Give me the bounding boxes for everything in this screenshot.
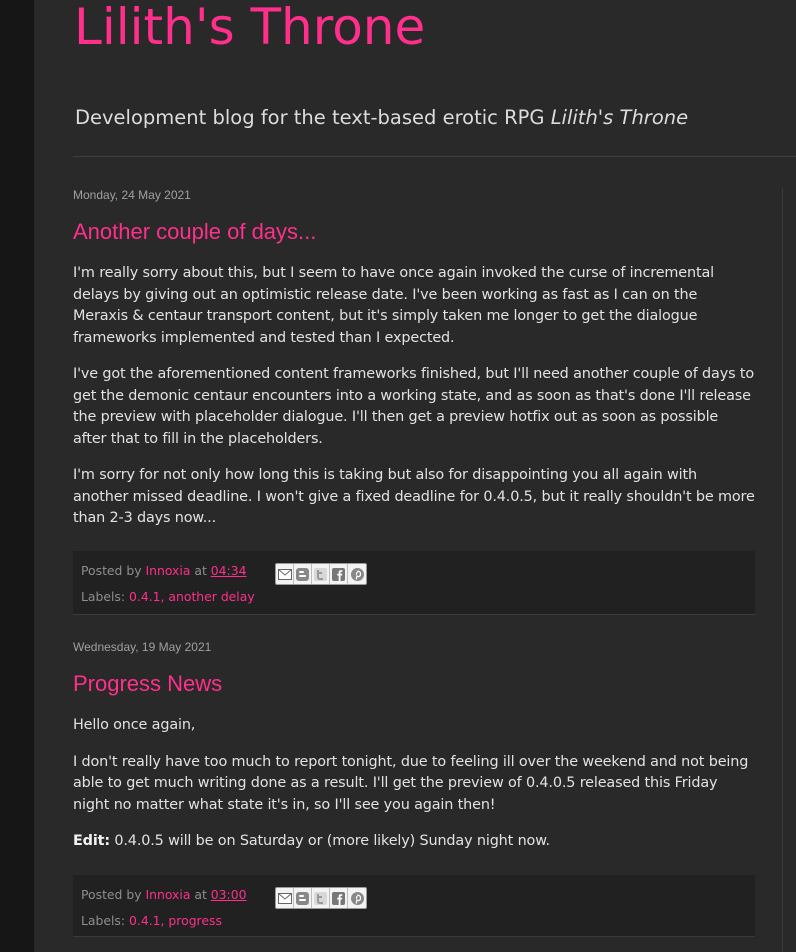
post-footer bbox=[73, 875, 755, 937]
blog-title[interactable]: Lilith's Throne bbox=[74, 0, 426, 56]
post-paragraph: I'm really sorry about this, but I seem to have once again invoked the curse of incremental delays by giving out an optimistic release date. I've been working as fast as I can on the Meraxis & centaur transport content, but it's simply taken me longer to get the dialogue frameworks implemented and tested than I expected. bbox=[73, 265, 714, 346]
facebook-icon[interactable] bbox=[330, 564, 348, 584]
label-link[interactable]: 0.4.1 bbox=[129, 589, 161, 604]
post-labels bbox=[81, 589, 255, 605]
header-divider bbox=[73, 156, 796, 157]
post-paragraph: I don't really have too much to report tonight, due to feeling ill over the weekend and not being able to get much writing done as a result. I'll get the preview of 0.4.0.5 released this Friday night no matter what state it's in, so I'll see you again then! bbox=[73, 753, 749, 813]
posted-by-label: Posted by bbox=[81, 887, 146, 902]
edit-text: 0.4.0.5 will be on Saturday or (more likely) Sunday night now. bbox=[109, 833, 550, 849]
at-label: at bbox=[190, 887, 211, 902]
at-label: at bbox=[190, 563, 211, 578]
post-title[interactable]: Progress News bbox=[73, 671, 223, 696]
left-margin bbox=[0, 0, 34, 952]
post-byline bbox=[81, 563, 247, 579]
blogger-icon[interactable] bbox=[294, 564, 312, 584]
post-byline bbox=[81, 887, 247, 903]
blogger-icon[interactable] bbox=[294, 888, 312, 908]
blog-description bbox=[75, 104, 688, 132]
label-separator: , bbox=[160, 913, 169, 928]
post-body bbox=[73, 263, 755, 545]
post-date: Monday, 24 May 2021 bbox=[73, 188, 191, 202]
post-title[interactable]: Another couple of days... bbox=[73, 219, 317, 244]
twitter-icon[interactable] bbox=[312, 888, 330, 908]
share-buttons bbox=[275, 563, 367, 585]
sidebar-divider bbox=[782, 188, 783, 952]
share-buttons bbox=[275, 887, 367, 909]
label-link[interactable]: progress bbox=[168, 913, 222, 928]
post-paragraph: I'm sorry for not only how long this is taking but also for disappointing you all again with another missed deadline. I won't give a fixed deadline for 0.4.0.5, but it really shouldn't be more than 2-3 days now... bbox=[73, 467, 755, 526]
pinterest-icon[interactable] bbox=[348, 888, 366, 908]
labels-prefix: Labels: bbox=[81, 913, 129, 928]
post-paragraph: I've got the aforementioned content frameworks finished, but I'll need another couple of days to get the demonic centaur encounters into a working state, and as soon as that's done I'll release the preview with placeholder dialogue. I'll then get a preview hotfix out as soon as possible after that to fill in the placeholders. bbox=[73, 366, 754, 447]
label-link[interactable]: another delay bbox=[168, 589, 255, 604]
post-paragraph: Hello once again, bbox=[73, 717, 196, 733]
post-date: Wednesday, 19 May 2021 bbox=[73, 640, 212, 654]
labels-prefix: Labels: bbox=[81, 589, 129, 604]
post-edit-note bbox=[73, 831, 755, 853]
label-separator: , bbox=[160, 589, 169, 604]
author-link[interactable]: Innoxia bbox=[145, 563, 191, 578]
posted-by-label: Posted by bbox=[81, 563, 146, 578]
pinterest-icon[interactable] bbox=[348, 564, 366, 584]
label-link[interactable]: 0.4.1 bbox=[129, 913, 161, 928]
post-time-link[interactable]: 04:34 bbox=[210, 563, 247, 578]
post-time-link[interactable]: 03:00 bbox=[210, 887, 247, 902]
email-icon[interactable] bbox=[276, 888, 294, 908]
edit-label: Edit: bbox=[73, 833, 110, 849]
post-footer bbox=[73, 551, 755, 615]
post-body bbox=[73, 715, 755, 868]
blog-page bbox=[34, 0, 796, 952]
email-icon[interactable] bbox=[276, 564, 294, 584]
facebook-icon[interactable] bbox=[330, 888, 348, 908]
twitter-icon[interactable] bbox=[312, 564, 330, 584]
post-labels bbox=[81, 913, 222, 929]
blog-description-italic: Lilith's Throne bbox=[550, 106, 689, 129]
author-link[interactable]: Innoxia bbox=[145, 887, 191, 902]
blog-description-text: Development blog for the text-based erotic RPG bbox=[75, 106, 551, 129]
